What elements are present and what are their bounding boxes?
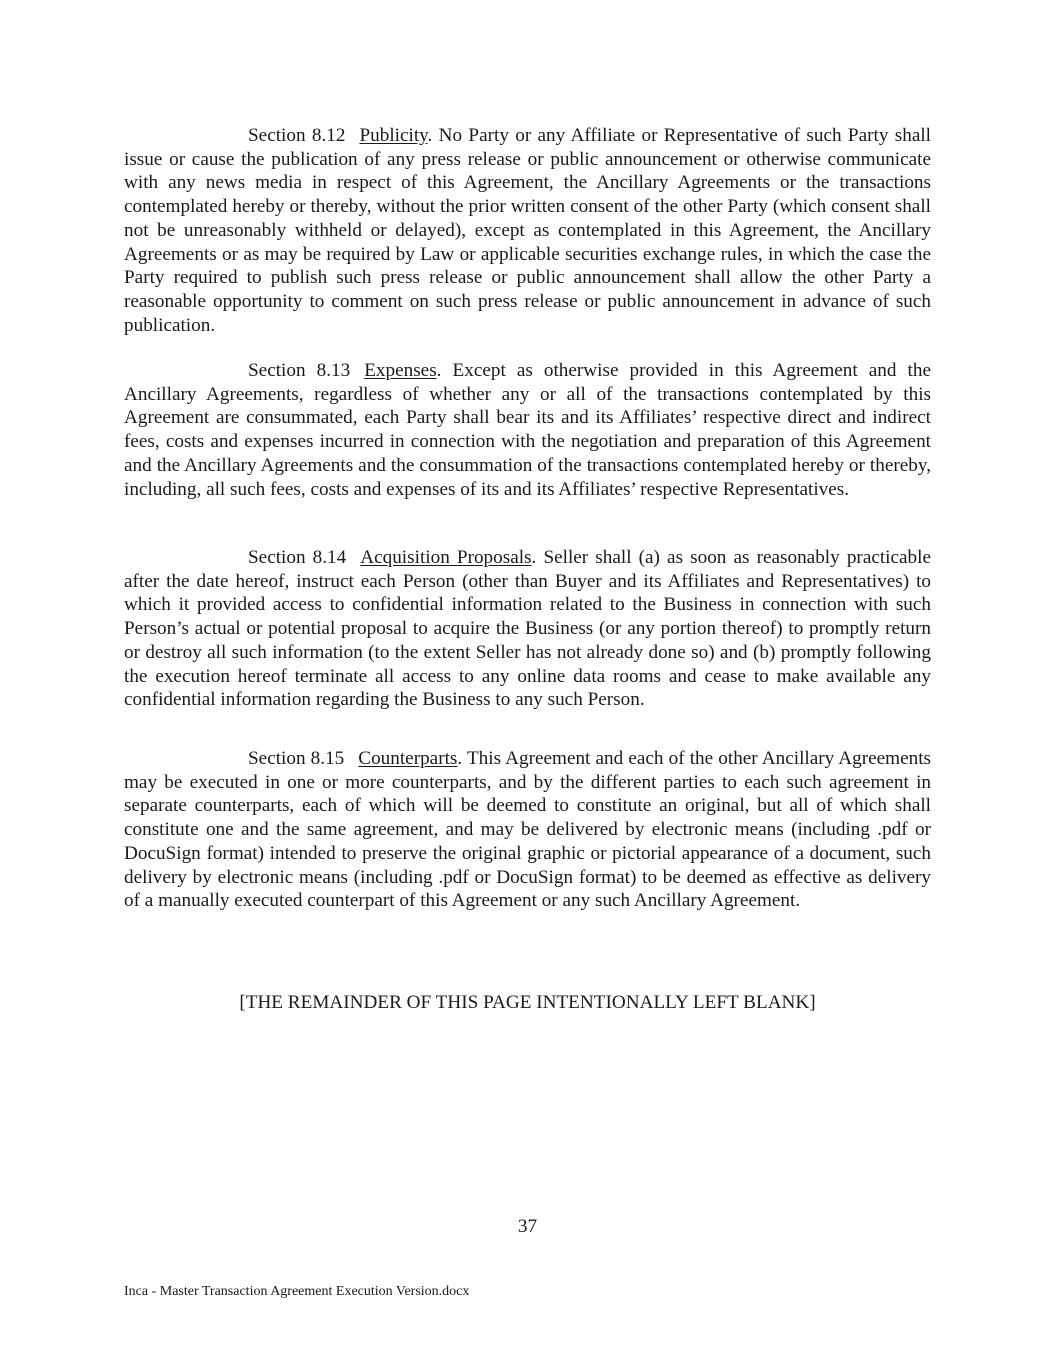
page-number: 37 (517, 1216, 538, 1237)
section-heading: Counterparts (358, 748, 458, 769)
section-paragraph (124, 124, 931, 337)
section-paragraph (124, 546, 931, 712)
section-body: . This Agreement and each of the other Ancillary Agreements may be executed in one or more counterparts, and by the different parties to each such agreement in separate counterparts, each of which will be deemed to constitute an original, but all of which shall constitute one and the same agreement, and may be delivered by electronic means (including .pdf or DocuSign format) intended to preserve the original graphic or pictorial appearance of a document, such delivery by electronic means (including .pdf or DocuSign format) to be deemed as effective as delivery of a manually executed counterpart of this Agreement or any such Ancillary Agreement. (124, 748, 931, 912)
section-heading: Publicity (359, 125, 428, 146)
section-number: Section 8.14 (248, 547, 347, 568)
section-8-14 (124, 546, 931, 712)
section-8-12 (124, 124, 931, 337)
section-body: . Except as otherwise provided in this Agreement and the Ancillary Agreements, regardless of whether any or all of the transactions contemplated by this Agreement are consummated, each Party shall bear its and its Affiliates’ respective direct and indirect fees, costs and expenses incurred in connection with the negotiation and preparation of this Agreement and the Ancillary Agreements and the consummation of the transactions contemplated hereby or thereby, including, all such fees, costs and expenses of its and its Affiliates’ respective Representatives. (124, 360, 931, 500)
section-body: . No Party or any Affiliate or Representative of such Party shall issue or cause the publication of any press release or public announcement or otherwise communicate with any news media in respect of this Agreement, the Ancillary Agreements or the transactions contemplated hereby or thereby, without the prior written consent of the other Party (which consent shall not be unreasonably withheld or delayed), except as contemplated in this Agreement, the Ancillary Agreements or as may be required by Law or applicable securities exchange rules, in which the case the Party required to publish such press release or public announcement shall allow the other Party a reasonable opportunity to comment on such press release or public announcement in advance of such publication. (124, 125, 931, 336)
section-heading: Expenses (364, 360, 437, 381)
section-number: Section 8.13 (248, 360, 351, 381)
section-heading: Acquisition Proposals (360, 547, 532, 568)
document-footer: Inca - Master Transaction Agreement Execution Version.docx (124, 1284, 470, 1299)
section-number: Section 8.12 (248, 125, 346, 146)
section-8-13 (124, 359, 931, 501)
section-paragraph (124, 747, 931, 913)
section-8-15 (124, 747, 931, 913)
section-number: Section 8.15 (248, 748, 345, 769)
blank-page-notice: [THE REMAINDER OF THIS PAGE INTENTIONALLY LEFT BLANK] (239, 992, 816, 1013)
section-body: . Seller shall (a) as soon as reasonably practicable after the date hereof, instruct each Person (other than Buyer and its Affiliates and Representatives) to which it provided access to confidential information related to the Business in connection with such Person’s actual or potential proposal to acquire the Business (or any portion thereof) to promptly return or destroy all such information (to the extent Seller has not already done so) and (b) promptly following the execution hereof terminate all access to any online data rooms and cease to make available any confidential information regarding the Business to any such Person. (124, 547, 931, 711)
section-paragraph (124, 359, 931, 501)
